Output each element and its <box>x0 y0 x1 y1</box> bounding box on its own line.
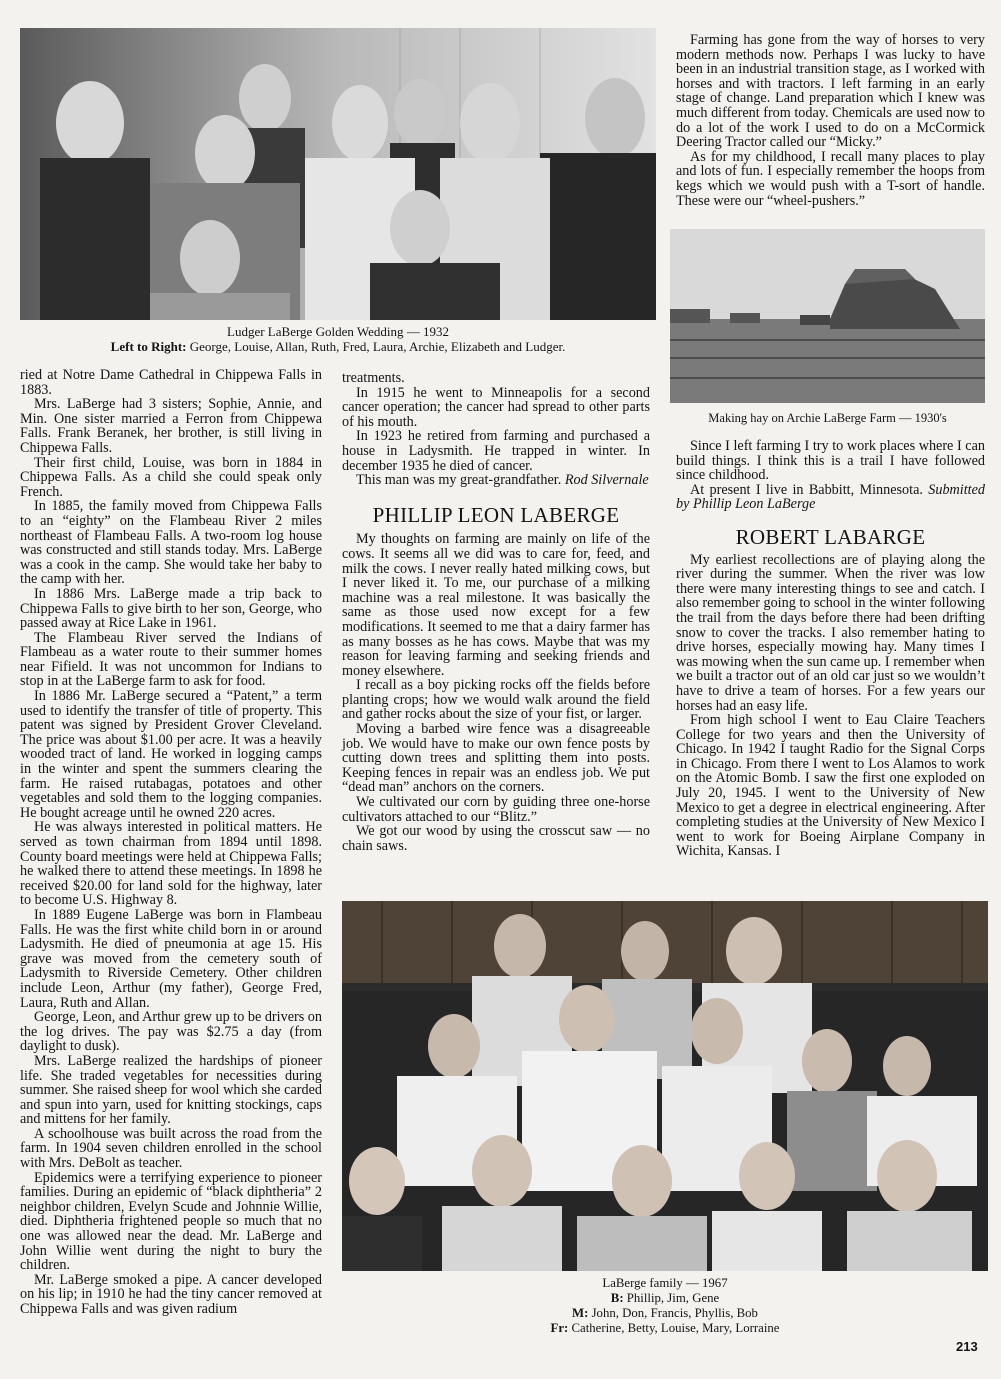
col3-paragraph: My earliest recollections are of playing along the river during the summer. When the river was low there were many interesting things to see and catch. I also remember going to school in the winter following the trail from the days before there had been drifting snow to cover the tracks. I also remember hating to drive horses, especially mowing hay. Many times I was mowing when the sun came up. I remember when we built a tractor out of an old car just so we wouldn’t have to drive a team of horses. For a few years our horses had an easy life. <box>676 551 985 714</box>
col3-closing <box>676 483 985 512</box>
names-list: George, Louise, Allan, Ruth, Fred, Laura, Archie, Elizabeth and Ludger. <box>186 339 566 354</box>
column-1 <box>20 368 322 1317</box>
back-row-label: B: <box>610 1291 624 1305</box>
col1-paragraph: The Flambeau River served the Indians of Flambeau as a water route to their summer homes near Fifield. It was not uncommon for Indians to stop in at the LaBerge farm to ask for food. <box>20 629 322 690</box>
golden-wedding-caption <box>20 324 656 354</box>
col1-paragraph: He was always interested in political matters. He served as town chairman from 1894 until 1898. County board meetings were held at Chippewa Falls; he walked there to attend these meetings. In 1898 he received $20.00 for land sold for the highway, later to become U.S. Highway 8. <box>20 819 322 909</box>
col3-paragraph: As for my childhood, I recall many places to play and lots of fun. I especially remember the hoops from kegs which we would push with a T-sort of handle. These were our “wheel-pushers.” <box>676 148 985 209</box>
col1-paragraph: Mr. LaBerge smoked a pipe. A cancer developed on his lip; in 1910 he had the tiny cancer removed at Chippewa Falls and was given radium <box>20 1271 322 1317</box>
col3-paragraph: Since I left farming I try to work places where I can build things. I think this is a trail I have followed since childhood. <box>676 438 985 484</box>
front-row-names: Catherine, Betty, Louise, Mary, Lorraine <box>568 1321 780 1335</box>
page-number: 213 <box>956 1339 978 1354</box>
names-label: Left to Right: <box>110 339 187 354</box>
col2-paragraph: We got our wood by using the crosscut saw — no chain saws. <box>342 823 650 854</box>
col1-paragraph: A schoolhouse was built across the road from the farm. In 1904 seven children enrolled in the school with Mrs. DeBolt as teacher. <box>20 1125 322 1172</box>
back-row-line <box>342 1291 988 1306</box>
col2-closing-text: This man was my great-grandfather. <box>356 472 562 489</box>
family-1967-caption <box>342 1276 988 1336</box>
front-row-label: Fr: <box>550 1321 569 1335</box>
col1-paragraph: In 1886 Mrs. LaBerge made a trip back to Chippewa Falls to give birth to her son, George, who passed away at Rice Lake in 1961. <box>20 585 322 632</box>
col3-paragraph: From high school I went to Eau Claire Teachers College for two years and then the University of Chicago. In 1942 I taught Radio for the Signal Corps in Chicago. From there I went to Los Alamos to work on the Atomic Bomb. I saw the first one exploded on July 20, 1945. I went to the University of New Mexico to get a degree in electrical engineering. After completing studies at the University of New Mexico I went to work for Boeing Airplane Company in Wichita, Kansas. I <box>676 712 985 860</box>
family-1967-photo-art <box>342 901 988 1271</box>
col2-paragraph: treatments. <box>342 370 405 386</box>
middle-row-label: M: <box>572 1306 589 1320</box>
col1-paragraph: George, Leon, and Arthur grew up to be drivers on the log drives. The pay was $2.75 a day (from daylight to dusk). <box>20 1009 322 1055</box>
front-row-line <box>342 1321 988 1336</box>
family-1967-title: LaBerge family — 1967 <box>602 1276 728 1290</box>
column-3-lower <box>676 439 985 859</box>
haying-photo-art <box>670 229 985 403</box>
golden-wedding-title: Ludger LaBerge Golden Wedding — 1932 <box>227 324 449 339</box>
col3-paragraph: Farming has gone from the way of horses to very modern methods now. Perhaps I was lucky to have been in an industrial transition stage, as I worked with horses and with tractors. I left farming in an early stage of change. Land preparation which I knew was much different from today. Chemicals are used now to do a lot of the work I used to do on a McCormick Deering Tractor called our “Micky.” <box>676 32 985 151</box>
family-1967-photo <box>342 901 988 1271</box>
golden-wedding-names <box>20 339 656 354</box>
golden-wedding-photo <box>20 28 656 320</box>
phillip-heading: PHILLIP LEON LABERGE <box>372 502 620 527</box>
robert-heading: ROBERT LABARGE <box>735 524 926 549</box>
column-2 <box>342 371 650 853</box>
col1-paragraph: In 1885, the family moved from Chippewa Falls to an “eighty” on the Flambeau River 2 miles northeast of Flambeau Falls. A two-room log house was constructed and still stands today. Mrs. LaBerge was a cook in the camp. She would take her baby to the camp with her. <box>20 498 322 588</box>
col1-paragraph: Their first child, Louise, was born in 1884 in Chippewa Falls. As a child she could speak only French. <box>20 454 322 500</box>
haying-photo <box>670 229 985 403</box>
col2-paragraph: In 1923 he retired from farming and purchased a house in Ladysmith. He trapped in winter. In december 1935 he died of cancer. <box>342 428 650 474</box>
col1-paragraph: Epidemics were a terrifying experience to pioneer families. During an epidemic of “black diphtheria” 2 neighbor children, Evelyn Scude and Johnnie Willie, died. Diphtheria frightened people so much that no one was allowed near the dead. Mr. LaBerge and John Willie went during the night to bury the children. <box>20 1169 322 1274</box>
middle-row-names: John, Don, Francis, Phyllis, Bob <box>588 1306 758 1320</box>
col2-paragraph: In 1915 he went to Minneapolis for a second cancer operation; the cancer had spread to other parts of his mouth. <box>342 384 650 430</box>
col1-paragraph: Mrs. LaBerge had 3 sisters; Sophie, Annie, and Min. One sister married a Ferron from Chippewa Falls. Frank Beranek, her brother, is still living in Chippewa Falls. <box>20 396 322 456</box>
col1-paragraph: ried at Notre Dame Cathedral in Chippewa Falls in 1883. <box>20 367 322 398</box>
col2-paragraph: Moving a barbed wire fence was a disagreeable job. We would have to make our own fence posts by cutting down trees and splitting them into posts. Keeping fences in repair was an endless job. We put “dead man” anchors on the corners. <box>342 721 650 796</box>
col1-paragraph: Mrs. LaBerge realized the hardships of pioneer life. She traded vegetables for necessities during summer. She raised sheep for wool which she carded and spun into yarn, used for knitting stockings, caps and mittens for her family. <box>20 1052 322 1128</box>
col3-signature: Submitted by Phillip Leon LaBerge <box>676 481 985 513</box>
middle-row-line <box>342 1306 988 1321</box>
haying-caption: Making hay on Archie LaBerge Farm — 1930's <box>708 411 947 425</box>
col2-closing <box>342 473 650 488</box>
col2-paragraph: We cultivated our corn by guiding three one-horse cultivators attached to our “Blitz.” <box>342 794 650 825</box>
golden-wedding-photo-art <box>20 28 656 320</box>
col3-closing-text: At present I live in Babbitt, Minnesota. <box>690 481 923 498</box>
col1-paragraph: In 1886 Mr. LaBerge secured a “Patent,” a term used to identify the transfer of title of property. This patent was signed by President Grover Cleveland. The price was about $1.00 per acre. It was a heavily wooded tract of land. He worked in logging camps in the winter and spent the summers clearing the farm. He raised rutabagas, potatoes and other vegetables and sold them to the logging companies. He bought acreage until he owned 220 acres. <box>20 688 322 821</box>
col2-signature: Rod Silvernale <box>564 472 649 489</box>
back-row-names: Phillip, Jim, Gene <box>623 1291 720 1305</box>
col2-paragraph: My thoughts on farming are mainly on life of the cows. It seems all we did was to care for, feed, and milk the cows. I never really hated milking cows, but I never liked it. To me, our purchase of a milking machine was a real milestone. It was basically the same as those used now except for a few modifications. It seemed to me that a dairy farmer has as many bosses as he has cows. Maybe that was my reason for leaving farming and seeking friends and money elsewhere. <box>342 531 650 679</box>
col2-paragraph: I recall as a boy picking rocks off the fields before planting crops; how we would walk around the field and gather rocks about the size of your fist, or larger. <box>342 677 650 723</box>
column-3-upper <box>676 33 985 208</box>
col1-paragraph: In 1889 Eugene LaBerge was born in Flambeau Falls. He was the first white child born in or around Ladysmith. He died of pneumonia at age 15. His grave was moved from the cemetery south of Ladysmith to Riverside Cemetery. Other children include Leon, Arthur (my father), George Fred, Laura, Ruth and Allan. <box>20 906 322 1011</box>
